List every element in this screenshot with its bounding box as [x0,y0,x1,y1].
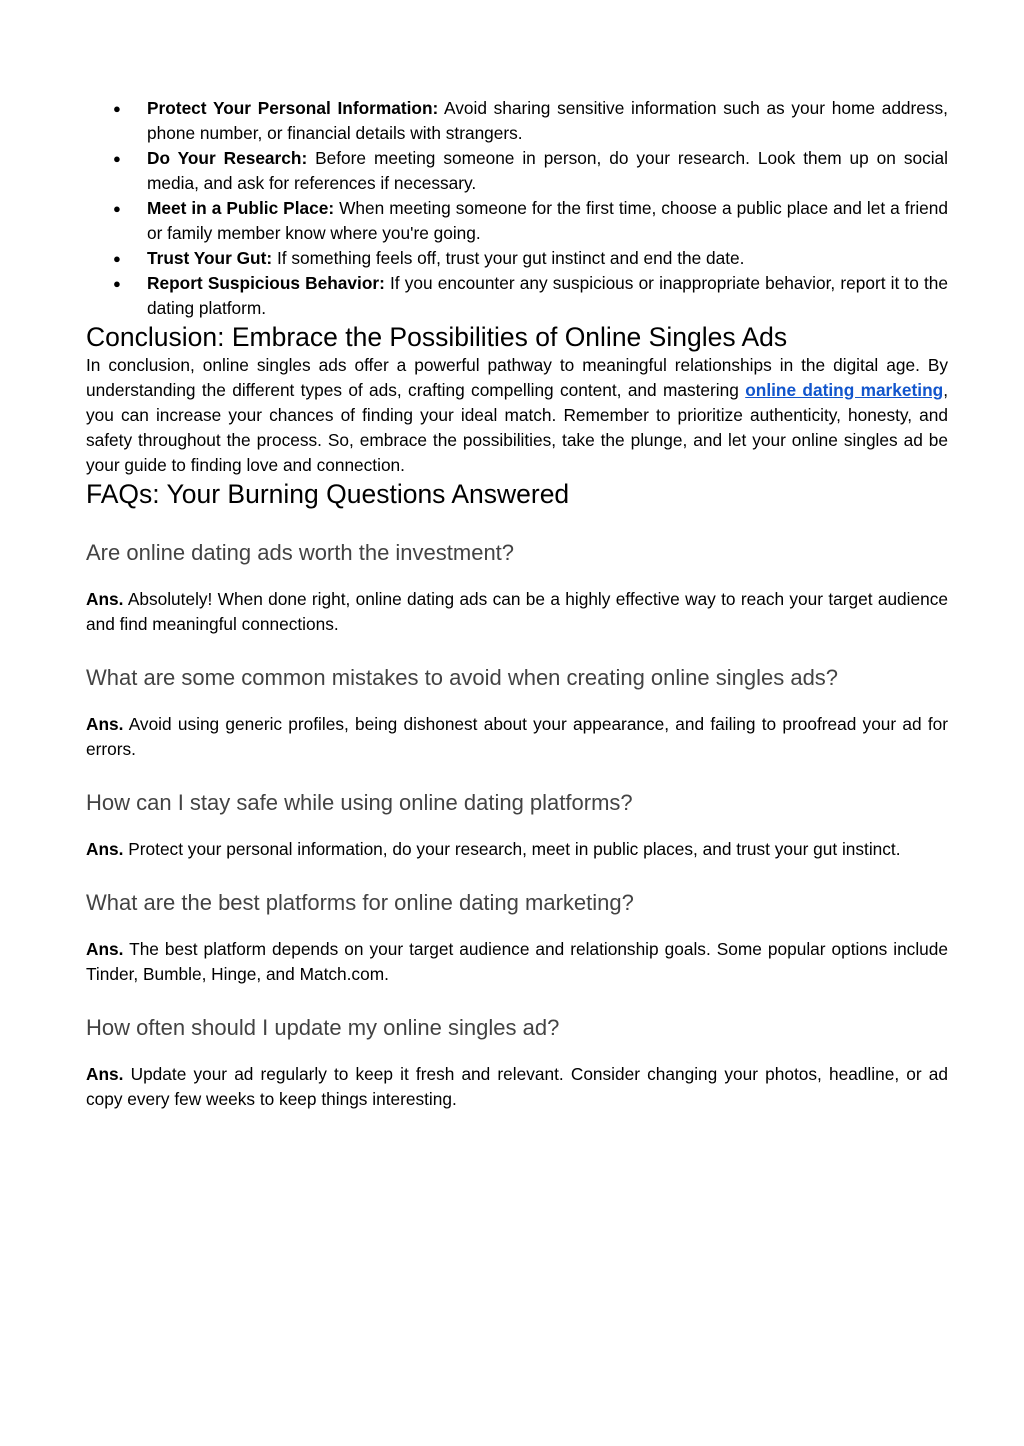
faq-answer-text: The best platform depends on your target audience and relationship goals. Some popular options include Tinder, Bumble, Hinge, and Match.com. [86,939,948,984]
tip-title: Trust Your Gut: [147,248,273,268]
faq-answer [86,712,948,762]
tip-text: Avoid sharing sensitive information such as your home address, phone number, or financial details with strangers. [147,98,948,143]
ans-label: Ans. [86,589,124,609]
ans-label: Ans. [86,939,124,959]
faq-question: What are the best platforms for online dating marketing? [86,890,634,915]
safety-tips-list [86,96,948,321]
faq-answer-text: Avoid using generic profiles, being dishonest about your appearance, and failing to proofread your ad for errors. [86,714,948,759]
bullet-icon: ● [113,251,121,266]
bullet-icon: ● [113,276,121,291]
faq-answer-text: Absolutely! When done right, online dating ads can be a highly effective way to reach your target audience and find meaningful connections. [86,589,948,634]
conclusion-text-before: In conclusion, online singles ads offer a powerful pathway to meaningful relationships in the digital age. By understanding the different types of ads, crafting compelling content, and mastering [86,355,948,400]
faq-answer [86,587,948,637]
bullet-icon: ● [113,101,121,116]
conclusion-text-after: , you can increase your chances of finding your ideal match. Remember to prioritize authenticity, honesty, and safety throughout the process. So, embrace the possibilities, take the plunge, and let your online singles ad be your guide to finding love and connection. [86,380,948,475]
tip-title: Meet in a Public Place: [147,198,335,218]
faq-item [86,889,948,987]
faq-answer [86,837,948,862]
faq-item [86,1014,948,1112]
ans-label: Ans. [86,1064,124,1084]
tip-text: When meeting someone for the first time, choose a public place and let a friend or family member know where you're going. [147,198,948,243]
ans-label: Ans. [86,839,124,859]
faq-question: How can I stay safe while using online dating platforms? [86,790,633,815]
tip-text: If something feels off, trust your gut instinct and end the date. [272,248,745,268]
faq-answer [86,937,948,987]
tip-text: If you encounter any suspicious or inappropriate behavior, report it to the dating platform. [147,273,948,318]
tip-title: Do Your Research: [147,148,308,168]
ans-label: Ans. [86,714,124,734]
tip-text: Before meeting someone in person, do your research. Look them up on social media, and ask for references if necessary. [147,148,948,193]
faq-item [86,789,948,862]
faq-answer [86,1062,948,1112]
document-page [86,96,948,1112]
list-item [86,246,948,271]
list-item [86,96,948,146]
faq-answer-text: Protect your personal information, do your research, meet in public places, and trust your gut instinct. [123,839,901,859]
tip-title: Report Suspicious Behavior: [147,273,385,293]
faq-question: Are online dating ads worth the investment? [86,540,515,565]
conclusion-heading: Conclusion: Embrace the Possibilities of Online Singles Ads [86,322,788,352]
faq-answer-text: Update your ad regularly to keep it fresh and relevant. Consider changing your photos, headline, or ad copy every few weeks to keep things interesting. [86,1064,948,1109]
tip-title: Protect Your Personal Information: [147,98,439,118]
conclusion-paragraph [86,353,948,478]
faq-item [86,664,948,762]
bullet-icon: ● [113,201,121,216]
faq-heading: FAQs: Your Burning Questions Answered [86,479,570,509]
faq-question: How often should I update my online singles ad? [86,1015,560,1040]
faq-item [86,539,948,637]
bullet-icon: ● [113,151,121,166]
list-item [86,146,948,196]
list-item [86,196,948,246]
faq-question: What are some common mistakes to avoid when creating online singles ads? [86,665,839,690]
list-item [86,271,948,321]
online-dating-marketing-link[interactable]: online dating marketing [745,380,944,400]
